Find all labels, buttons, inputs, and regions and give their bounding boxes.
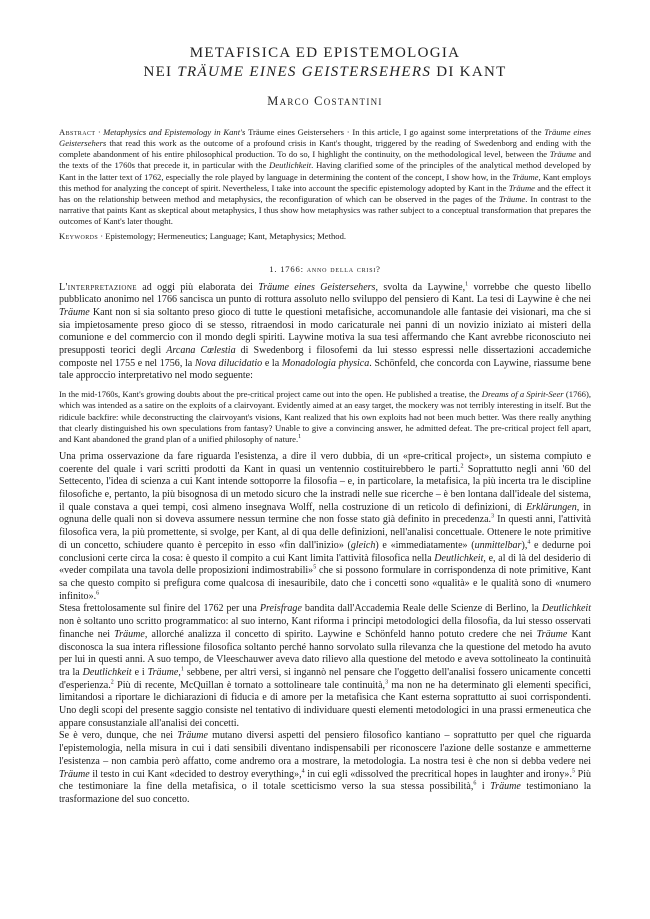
block-quote: In the mid-1760s, Kant's growing doubts about the pre-critical project came out into the open. He published a treatise, the Dreams of a Spirit-Seer (1766), which was intended as a satire on the exploits of a clairvoyant. Evidently aimed at an easy target, the mockery was not terribly interesting in itself. But the ridicule backfire: while deconstructing the clairvoyant's visions, Kant realized that his own exploits had not been much better. Was there really anything that clearly distinguished his own speculations from fantasy? Unable to give a convincing answer, he admitted defeat. The pre-critical project fell apart, and Kant abandoned the grand plan of a unified philosophy of nature.$^1$ (59, 389, 591, 444)
keywords: Keywords · Epistemology; Hermeneutics; Language; Kant, Metaphysics; Method. (59, 231, 347, 242)
paragraph-3: Stesa frettolosamente sul finire del 1762 per una Preisfrage bandita dall'Accademia Reale delle Scienze di Berlino, la Deutlichkeit non è soltanto uno scritto programmatico: al suo interno, Kant riforma i principi metodologici della filosofia, da lui stesso osservati finanche nei Träume, allorché analizza il concetto di spirito. Laywine e Schönfeld hanno potuto credere che nei Träume Kant disconosca la sua intera riflessione filosofica soltanto perché hanno sorvolato sulla rilevanza che la questione del metodo ha avuto per lui in questi anni. A suo tempo, de Vleeschauwer aveva dato rilievo alla questione del metodo e aveva sottolineato la continuità tra la Deutlichkeit e i Träume,$^1$ sebbene, per altri versi, si ingannò nel pensare che l'oggetto dell'analisi fossero unicamente concetti d'esperienza.$^2$ Più di recente, McQuillan è tornato a sottolineare tale continuità,$^3$ ma non ne ha determinato gli elementi specifici, limitandosi a riportare le dichiarazioni di fiducia e di amore per la metafisica che Kant esterna soprattutto ai suoi corrispondenti. Uno degli scopi del presente saggio consiste nel tentativo di individuare questi elementi metodologici in una prassi ermeneutica che appare consustanziale all'analisi dei concetti. (59, 603, 592, 729)
article-title (59, 44, 591, 82)
keywords-label: Keywords (59, 231, 99, 242)
abstract: Abstract · Metaphysics and Epistemology in Kant's Träume eines Geistersehers · In this article, I go against some interpretations of the Träume eines Geistersehers that read this work as the outcome of a profound crisis in Kant's thought, triggered by the reading of Swedenborg and ending with the complete abandonment of his entire philosophical production. To do so, I highlight the continuity, on the methodological level, between the Träume and the texts of the 1760s that precede it, in particular with the Deutlichkeit. Having clarified some of the principles of the analytical method developed by Kant in the latter text of 1762, especially the role played by language in determining the content of the concept, I show how, in the Träume, Kant employs this method for analyzing the concept of spirit. Nevertheless, I take into account the specific epistemology adopted by Kant in the Träume and the effect it has on the relationship between method and metaphysics, the reconfiguration of which can be observed in the pages of the Träume. In contrast to the narrative that paints Kant as skeptical about metaphysics, I thus show how metaphysics was rather subject to a conceptual transformation that prepares the outcomes of Kant's later thought. (59, 127, 591, 227)
paragraph-1: L'interpretazione ad oggi più elaborata dei Träume eines Geistersehers, svolta da Laywine,$^1$ vorrebbe che questo libello pubblicato anonimo nel 1766 sancisca un punto di rottura assoluto nello sviluppo del pensiero di Kant. La tesi di Laywine è che nei Träume Kant non si sia soltanto preso gioco di tutte le questioni metafisiche, accomunandole alle fantasie dei visionari, ma che si sia impietosamente preso gioco di se stesso, ritraendosi in modo caricaturale nei panni di un novizio iniziato ai misteri della comunione e del commercio con il mondo degli spiriti. Laywine motiva la sua tesi affermando che Kant avrebbe riconosciuto nei presupposti teorici degli Arcana Cœlestia di Swedenborg i filosofemi da lui stesso espressi nelle dissertazioni accademiche composte nel 1755 e nel 1756, la Nova dilucidatio e la Monadologia physica. Schönfeld, che concorda con Laywine, riassume bene tale approccio interpretativo nel modo seguente: (59, 281, 592, 382)
author-name: Marco Costantini (267, 94, 383, 108)
abstract-label: Abstract (59, 127, 96, 137)
title-line-2: NEI TRÄUME EINES GEISTERSEHERS DI KANT (143, 64, 507, 80)
paragraph-2: Una prima osservazione da fare riguarda l'esistenza, a dire il vero dubbia, di un «pre-critical project», un sistema compiuto e coerente del quale i vari scritti prodotti da Kant in quasi un ventennio costituirebbero le parti.$^2$ Soprattutto negli anni '60 del Settecento, l'idea di scienza a cui Kant intende sottoporre la filosofia – e, in particolare, la metafisica, la più incerta tra le discipline filosofiche e, pertanto, la più bisognosa di un metodo sicuro che la instradi nelle sue ricerche – è ben lontana dall'ideale del sistema, il quale constava a quei tempi, così almeno insegnava Wolff, nella costruzione di un reticolo di definizioni, di Erklärungen, in ognuna delle quali non si doveva assumere nessun termine che non fosse stato già definito in precedenza.$^3$ In questi anni, l'attività filosofica vera, la più promettente, si svolge, per Kant, al di qua delle definizioni, nell'analisi concettuale. Ottenere le note primitive di un concetto, schiudere quanto è percepito in esso «fin dall'inizio» (gleich) e «immediatamente» (unmittelbar),$^4$ e dedurne poi conclusioni certe circa la cosa: è questo il compito a cui Kant limita l'attività filosofica nella Deutlichkeit, e, al di là del desiderio di «veder compilata una tavola delle proposizioni indimostrabili»$^5$ che si possono formulare in corrispondenza di note primitive, Kant sa che questo compito si prefigura come qualcosa di inesauribile, dato che i concetti sono «qualità» e le qualità sono di «numero infinito».$^6$ (59, 450, 592, 602)
paragraph-4: Se è vero, dunque, che nei Träume mutano diversi aspetti del pensiero filosofico kantiano – soprattutto per quel che riguarda l'epistemologia, nella misura in cui i dati sensibili diventano indispensabili per riconoscere l'azione delle sostanze e ammetterne l'esistenza – non cambia però affatto, come andremo ora a mostrare, la metodologia. La nostra tesi è che non si debba vedere nei Träume il testo in cui Kant «decided to destroy everything»,$^4$ in cui egli «dissolved the precritical hopes in laughter and irony».$^5$ Più che testimoniare la fine della metafisica, o il totale scetticismo verso la sua stessa possibilità,$^6$ i Träume testimoniano la trasformazione del suo concetto. (59, 730, 592, 805)
title-line-1: METAFISICA ED EPISTEMOLOGIA (189, 45, 461, 61)
section-heading: 1. 1766: anno della crisi? (269, 263, 381, 274)
